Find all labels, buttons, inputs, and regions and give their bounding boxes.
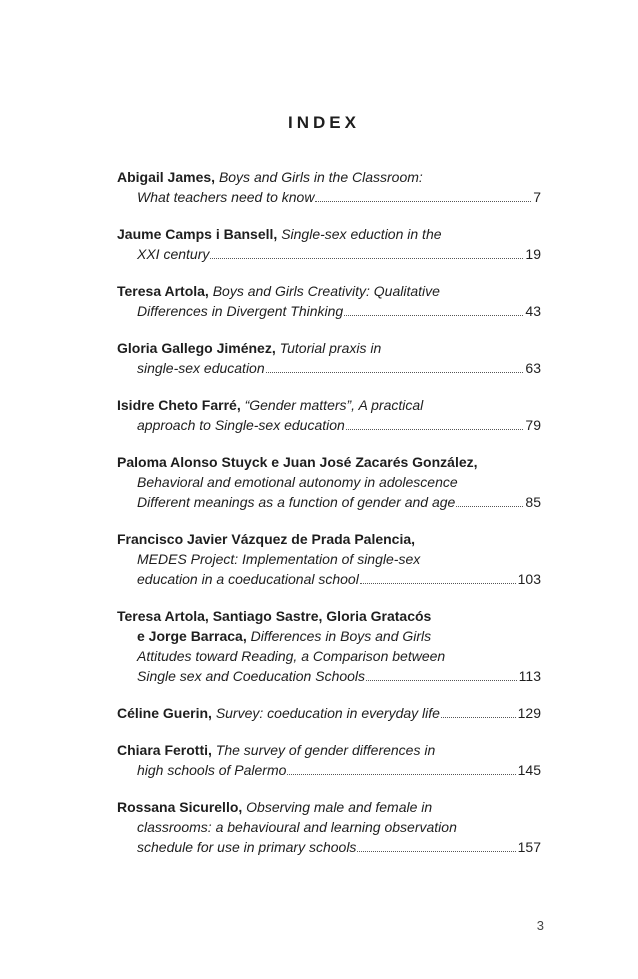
dotted-leader: [456, 505, 523, 507]
toc-page-number[interactable]: 113: [518, 668, 541, 684]
toc-page-number[interactable]: 19: [525, 246, 541, 262]
toc-title: Attitudes toward Reading, a Comparison between: [137, 648, 446, 664]
toc-title: schedule for use in primary schools: [137, 839, 357, 855]
toc-entry: [117, 395, 541, 435]
toc-entry-line: [117, 549, 541, 569]
toc-entry: [117, 606, 541, 686]
dotted-leader: [210, 257, 523, 259]
toc-title: Single sex and Coeducation Schools: [137, 668, 366, 684]
toc-title: What teachers need to know: [137, 189, 315, 205]
toc-title: Behavioral and emotional autonomy in adolescence: [137, 474, 458, 490]
toc-author: Isidre Cheto Farré,: [117, 397, 241, 413]
dotted-leader: [357, 850, 515, 852]
toc-author: Gloria Gallego Jiménez,: [117, 340, 276, 356]
toc-entry-line: [117, 646, 541, 666]
dotted-leader: [315, 200, 531, 202]
toc-entry-first-line: [117, 606, 541, 626]
toc-author: Chiara Ferotti,: [117, 742, 212, 758]
toc-title: Differences in Boys and Girls: [250, 628, 432, 644]
toc-entry: [117, 167, 541, 207]
toc-entry-last-line: [117, 244, 541, 264]
toc-author: Teresa Artola, Santiago Sastre, Gloria Gratacós: [117, 608, 432, 624]
toc-author: Céline Guerin,: [117, 705, 212, 721]
toc-entry-line: [117, 626, 541, 646]
toc-entry-last-line: [117, 837, 541, 857]
toc-entry-first-line: [117, 167, 541, 187]
toc-title: “Gender matters”, A practical: [244, 397, 424, 413]
toc-page-number[interactable]: 63: [525, 360, 541, 376]
toc-page-number[interactable]: 157: [517, 839, 541, 855]
toc-title: Differences in Divergent Thinking: [137, 303, 344, 319]
dotted-leader: [287, 773, 515, 775]
page-footer-number: 3: [536, 918, 544, 933]
toc-entry-line: [117, 472, 541, 492]
toc-title: single-sex education: [137, 360, 265, 376]
toc-title: Boys and Girls in the Classroom:: [218, 169, 423, 185]
toc-author: Teresa Artola,: [117, 283, 209, 299]
toc-title: Survey: coeducation in everyday life: [215, 705, 440, 721]
dotted-leader: [441, 716, 516, 718]
toc-entry: [117, 224, 541, 264]
toc-author: Rossana Sicurello,: [117, 799, 243, 815]
toc-entry-first-line: [117, 529, 541, 549]
toc-title: Observing male and female in: [246, 799, 433, 815]
toc-entry: [117, 452, 541, 512]
toc-page-number[interactable]: 79: [525, 417, 541, 433]
toc-entry-last-line: [117, 666, 541, 686]
toc-title: classrooms: a behavioural and learning observation: [137, 819, 457, 835]
toc-author: Paloma Alonso Stuyck e Juan José Zacarés González,: [117, 454, 478, 470]
toc-entry: [117, 338, 541, 378]
toc-entry-first-line: [117, 338, 541, 358]
toc-page-number[interactable]: 7: [533, 189, 541, 205]
toc-author: Abigail James,: [117, 169, 216, 185]
toc-entry: [117, 797, 541, 857]
toc-title: Different meanings as a function of gender and age: [137, 494, 456, 510]
toc-entry-last-line: [117, 301, 541, 321]
toc-entry-last-line: [117, 569, 541, 589]
toc-entry-last-line: [117, 415, 541, 435]
dotted-leader: [344, 314, 523, 316]
toc-title: The survey of gender differences in: [215, 742, 436, 758]
toc-entry-last-line: [117, 492, 541, 512]
dotted-leader: [366, 679, 517, 681]
toc-entry-last-line: [117, 358, 541, 378]
toc-entry-last-line: [117, 703, 541, 723]
toc-entry: [117, 740, 541, 780]
toc-page-number[interactable]: 85: [525, 494, 541, 510]
toc-title: approach to Single-sex education: [137, 417, 345, 433]
toc-title: Single-sex eduction in the: [281, 226, 442, 242]
toc-page-number[interactable]: 129: [517, 705, 541, 721]
toc-title: XXI century: [137, 246, 210, 262]
dotted-leader: [266, 371, 524, 373]
toc-author: Jaume Camps i Bansell,: [117, 226, 278, 242]
toc-page-number[interactable]: 43: [525, 303, 541, 319]
toc-entry-last-line: [117, 187, 541, 207]
toc-title: Tutorial praxis in: [279, 340, 382, 356]
toc-author: e Jorge Barraca,: [137, 628, 247, 644]
toc-page-number[interactable]: 145: [517, 762, 541, 778]
toc-entry-first-line: [117, 740, 541, 760]
toc-title: high schools of Palermo: [137, 762, 287, 778]
toc-entry: [117, 529, 541, 589]
toc-entry-first-line: [117, 452, 541, 472]
toc-author: Francisco Javier Vázquez de Prada Palencia,: [117, 531, 416, 547]
dotted-leader: [346, 428, 524, 430]
toc-entry: [117, 281, 541, 321]
toc-entry-first-line: [117, 797, 541, 817]
toc-entry: [117, 703, 541, 723]
page-title: INDEX: [288, 113, 360, 132]
toc-page-number[interactable]: 103: [517, 571, 541, 587]
toc-entry-first-line: [117, 224, 541, 244]
toc-title: MEDES Project: Implementation of single-sex: [137, 551, 421, 567]
toc-title: education in a coeducational school: [137, 571, 359, 587]
dotted-leader: [360, 582, 516, 584]
toc-entry-first-line: [117, 281, 541, 301]
toc-entry-last-line: [117, 760, 541, 780]
toc-title: Boys and Girls Creativity: Qualitative: [212, 283, 440, 299]
toc-entry-first-line: [117, 395, 541, 415]
table-of-contents: [117, 167, 541, 857]
toc-entry-line: [117, 817, 541, 837]
